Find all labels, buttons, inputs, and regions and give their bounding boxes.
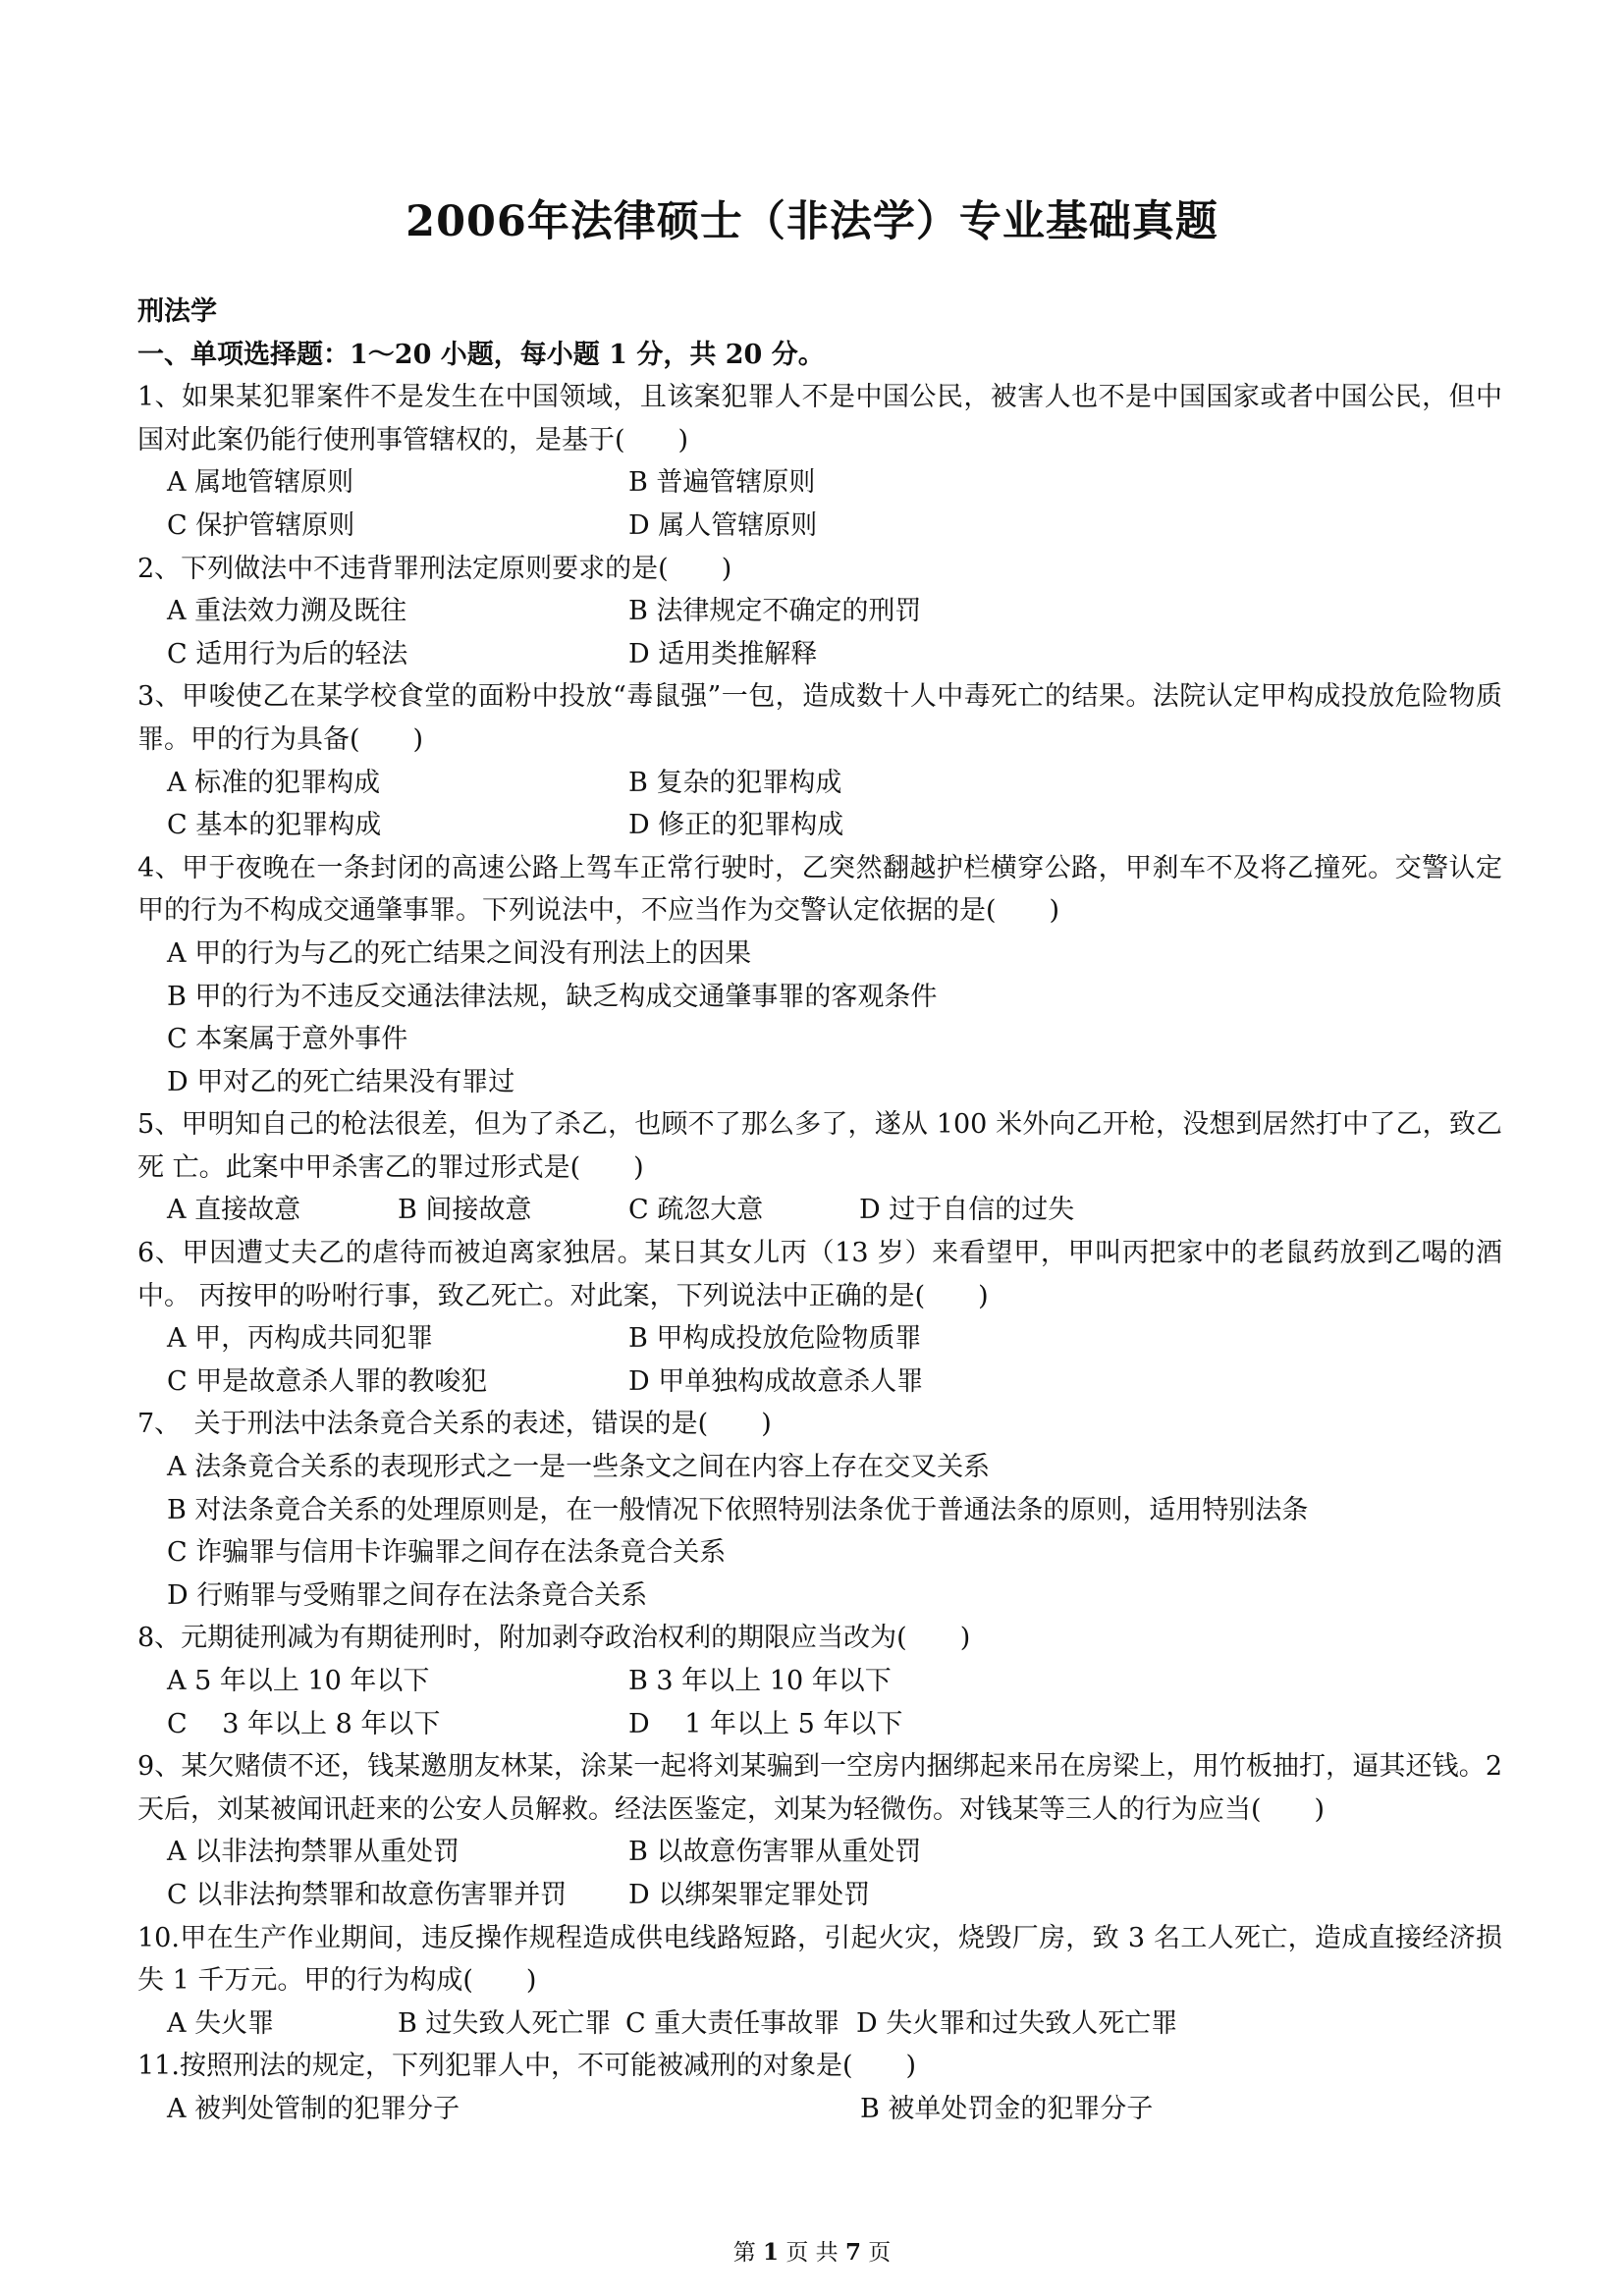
options-row: [137, 1189, 1502, 1232]
option-b: B 3 年以上 10 年以下: [628, 1666, 892, 1696]
option-a: A 被判处管制的犯罪分子: [167, 2093, 460, 2124]
option-c: C 疏忽大意: [628, 1195, 764, 1226]
page-total: 7: [844, 2239, 861, 2266]
options-row: [137, 461, 1502, 505]
option-a: A 5 年以上 10 年以下: [167, 1666, 430, 1696]
option-b: B 复杂的犯罪构成: [628, 767, 842, 798]
question-7: [137, 1403, 1502, 1617]
document-title: 2006年法律硕士（非法学）专业基础真题: [406, 197, 1218, 246]
options-row: [137, 505, 1502, 548]
option-c: C 甲是故意杀人罪的教唆犯: [167, 1365, 488, 1397]
option-a: A 以非法拘禁罪从重处罚: [167, 1837, 460, 1868]
option-d: D 行贿罪与受贿罪之间存在法条竟合关系: [167, 1579, 648, 1611]
question-2: [137, 548, 1502, 676]
option-d: D 属人管辖原则: [628, 509, 818, 541]
options-row: [137, 1831, 1502, 1874]
option-a: A 重法效力溯及既往: [167, 596, 407, 627]
options-row: [137, 2002, 1502, 2046]
section-title: 刑法学: [137, 296, 217, 327]
option-c: C 以非法拘禁罪和故意伤害罪并罚: [167, 1879, 568, 1910]
option-c: C 本案属于意外事件: [167, 1024, 408, 1055]
footer-middle: 页 共: [785, 2240, 839, 2266]
option-a: A 失火罪: [167, 2007, 275, 2039]
question-stem: 8、元期徒刑减为有期徒刑时，附加剥夺政治权利的期限应当改为( ): [137, 1623, 971, 1654]
option-b: B 法律规定不确定的刑罚: [628, 596, 922, 627]
option-b: B 以故意伤害罪从重处罚: [628, 1837, 922, 1868]
question-stem: 11.按照刑法的规定，下列犯罪人中，不可能被减刑的对象是( ): [137, 2051, 917, 2082]
option-b: B 间接故意: [398, 1195, 532, 1226]
question-9: [137, 1745, 1502, 1916]
document-body: [137, 291, 1502, 2131]
question-stem: 7、 关于刑法中法条竟合关系的表述，错误的是( ): [137, 1409, 772, 1440]
option-d: D 过于自信的过失: [859, 1195, 1075, 1226]
option-d: D 甲对乙的死亡结果没有罪过: [167, 1066, 515, 1097]
question-1: [137, 376, 1502, 547]
option-d: D 1 年以上 5 年以下: [628, 1708, 903, 1739]
options-row: [137, 1361, 1502, 1404]
question-3: [137, 675, 1502, 846]
option-c: C 保护管辖原则: [167, 509, 355, 541]
question-4: [137, 847, 1502, 1104]
option-b: B 过失致人死亡罪: [398, 2007, 612, 2039]
option-b: B 甲构成投放危险物质罪: [628, 1323, 922, 1355]
option-b: B 甲的行为不违反交通法律法规，缺乏构成交通肇事罪的客观条件: [167, 981, 938, 1012]
question-stem: 9、某欠赌债不还，钱某邀朋友林某，涂某一起将刘某骗到一空房内捆绑起来吊在房梁上，用竹板抽打，逼其还钱。2 天后，刘某被闻讯赶来的公安人员解救。经法医鉴定，刘某为轻微伤。对钱某等三人的行为应当( ): [137, 1751, 1502, 1825]
option-a: A 标准的犯罪构成: [167, 767, 381, 798]
question-8: [137, 1617, 1502, 1745]
option-c: C 适用行为后的轻法: [167, 638, 408, 669]
question-10: [137, 1917, 1502, 2046]
options-row: [137, 633, 1502, 676]
option-a: A 直接故意: [167, 1195, 301, 1226]
question-stem: 5、甲明知自己的枪法很差，但为了杀乙，也顾不了那么多了，遂从 100 米外向乙开枪，没想到居然打中了乙，致乙死 亡。此案中甲杀害乙的罪过形式是( ): [137, 1109, 1502, 1183]
options-row: [137, 1660, 1502, 1703]
option-d: D 甲单独构成故意杀人罪: [628, 1365, 924, 1397]
option-c: C 基本的犯罪构成: [167, 810, 382, 841]
options-row: [137, 2088, 1502, 2131]
option-a: A 甲，丙构成共同犯罪: [167, 1323, 434, 1355]
option-d: D 修正的犯罪构成: [628, 810, 844, 841]
options-row: [137, 762, 1502, 805]
page-number: 1: [763, 2239, 780, 2266]
option-b: B 对法条竟合关系的处理原则是，在一般情况下依照特别法条优于普通法条的原则，适用特别法条: [167, 1494, 1309, 1525]
option-b: B 普遍管辖原则: [628, 467, 816, 499]
option-d: D 适用类推解释: [628, 638, 818, 669]
options-row: [137, 1703, 1502, 1746]
question-stem: 3、甲唆使乙在某学校食堂的面粉中投放“毒鼠强”一包，造成数十人中毒死亡的结果。法院认定甲构成投放危险物质罪。甲的行为具备( ): [137, 681, 1502, 755]
question-stem: 4、甲于夜晚在一条封闭的高速公路上驾车正常行驶时，乙突然翻越护栏横穿公路，甲刹车不及将乙撞死。交警认定甲的行为不构成交通肇事罪。下列说法中，不应当作为交警认定依据的是( ): [137, 852, 1502, 927]
option-a: A 法条竟合关系的表现形式之一是一些条文之间在内容上存在交叉关系: [167, 1452, 991, 1483]
question-11: [137, 2045, 1502, 2130]
option-d: D 以绑架罪定罪处罚: [628, 1879, 871, 1910]
options-row: [137, 1317, 1502, 1361]
option-c: C 诈骗罪与信用卡诈骗罪之间存在法条竟合关系: [167, 1537, 727, 1569]
footer-prefix: 第: [732, 2240, 756, 2266]
options-row: [137, 804, 1502, 847]
question-stem: 6、甲因遭丈夫乙的虐待而被迫离家独居。某日其女儿丙（13 岁）来看望甲，甲叫丙把家中的老鼠药放到乙喝的酒中。 丙按甲的吩咐行事，致乙死亡。对此案，下列说法中正确的是( ): [137, 1238, 1502, 1311]
question-stem: 10.甲在生产作业期间，违反操作规程造成供电线路短路，引起火灾，烧毁厂房，致 3 名工人死亡，造成直接经济损失 1 千万元。甲的行为构成( ): [137, 1922, 1502, 1997]
question-6: [137, 1232, 1502, 1403]
footer-suffix: 页: [868, 2240, 892, 2266]
part-heading: 一、单项选择题：1～20 小题，每小题 1 分，共 20 分。: [137, 339, 825, 370]
options-row: [137, 1874, 1502, 1917]
question-5: [137, 1103, 1502, 1232]
option-b: B 被单处罚金的犯罪分子: [860, 2093, 1154, 2124]
option-a: A 甲的行为与乙的死亡结果之间没有刑法上的因果: [167, 937, 752, 969]
option-c: C 3 年以上 8 年以下: [167, 1708, 441, 1739]
option-d: D 失火罪和过失致人死亡罪: [856, 2007, 1178, 2039]
option-a: A 属地管辖原则: [167, 467, 354, 499]
option-c: C 重大责任事故罪: [625, 2007, 840, 2039]
options-row: [137, 590, 1502, 633]
question-stem: 1、如果某犯罪案件不是发生在中国领域，且该案犯罪人不是中国公民，被害人也不是中国国家或者中国公民，但中国对此案仍能行使刑事管辖权的，是基于( ): [137, 382, 1502, 455]
page-footer: [0, 2234, 1624, 2267]
question-stem: 2、下列做法中不违背罪刑法定原则要求的是( ): [137, 553, 732, 584]
